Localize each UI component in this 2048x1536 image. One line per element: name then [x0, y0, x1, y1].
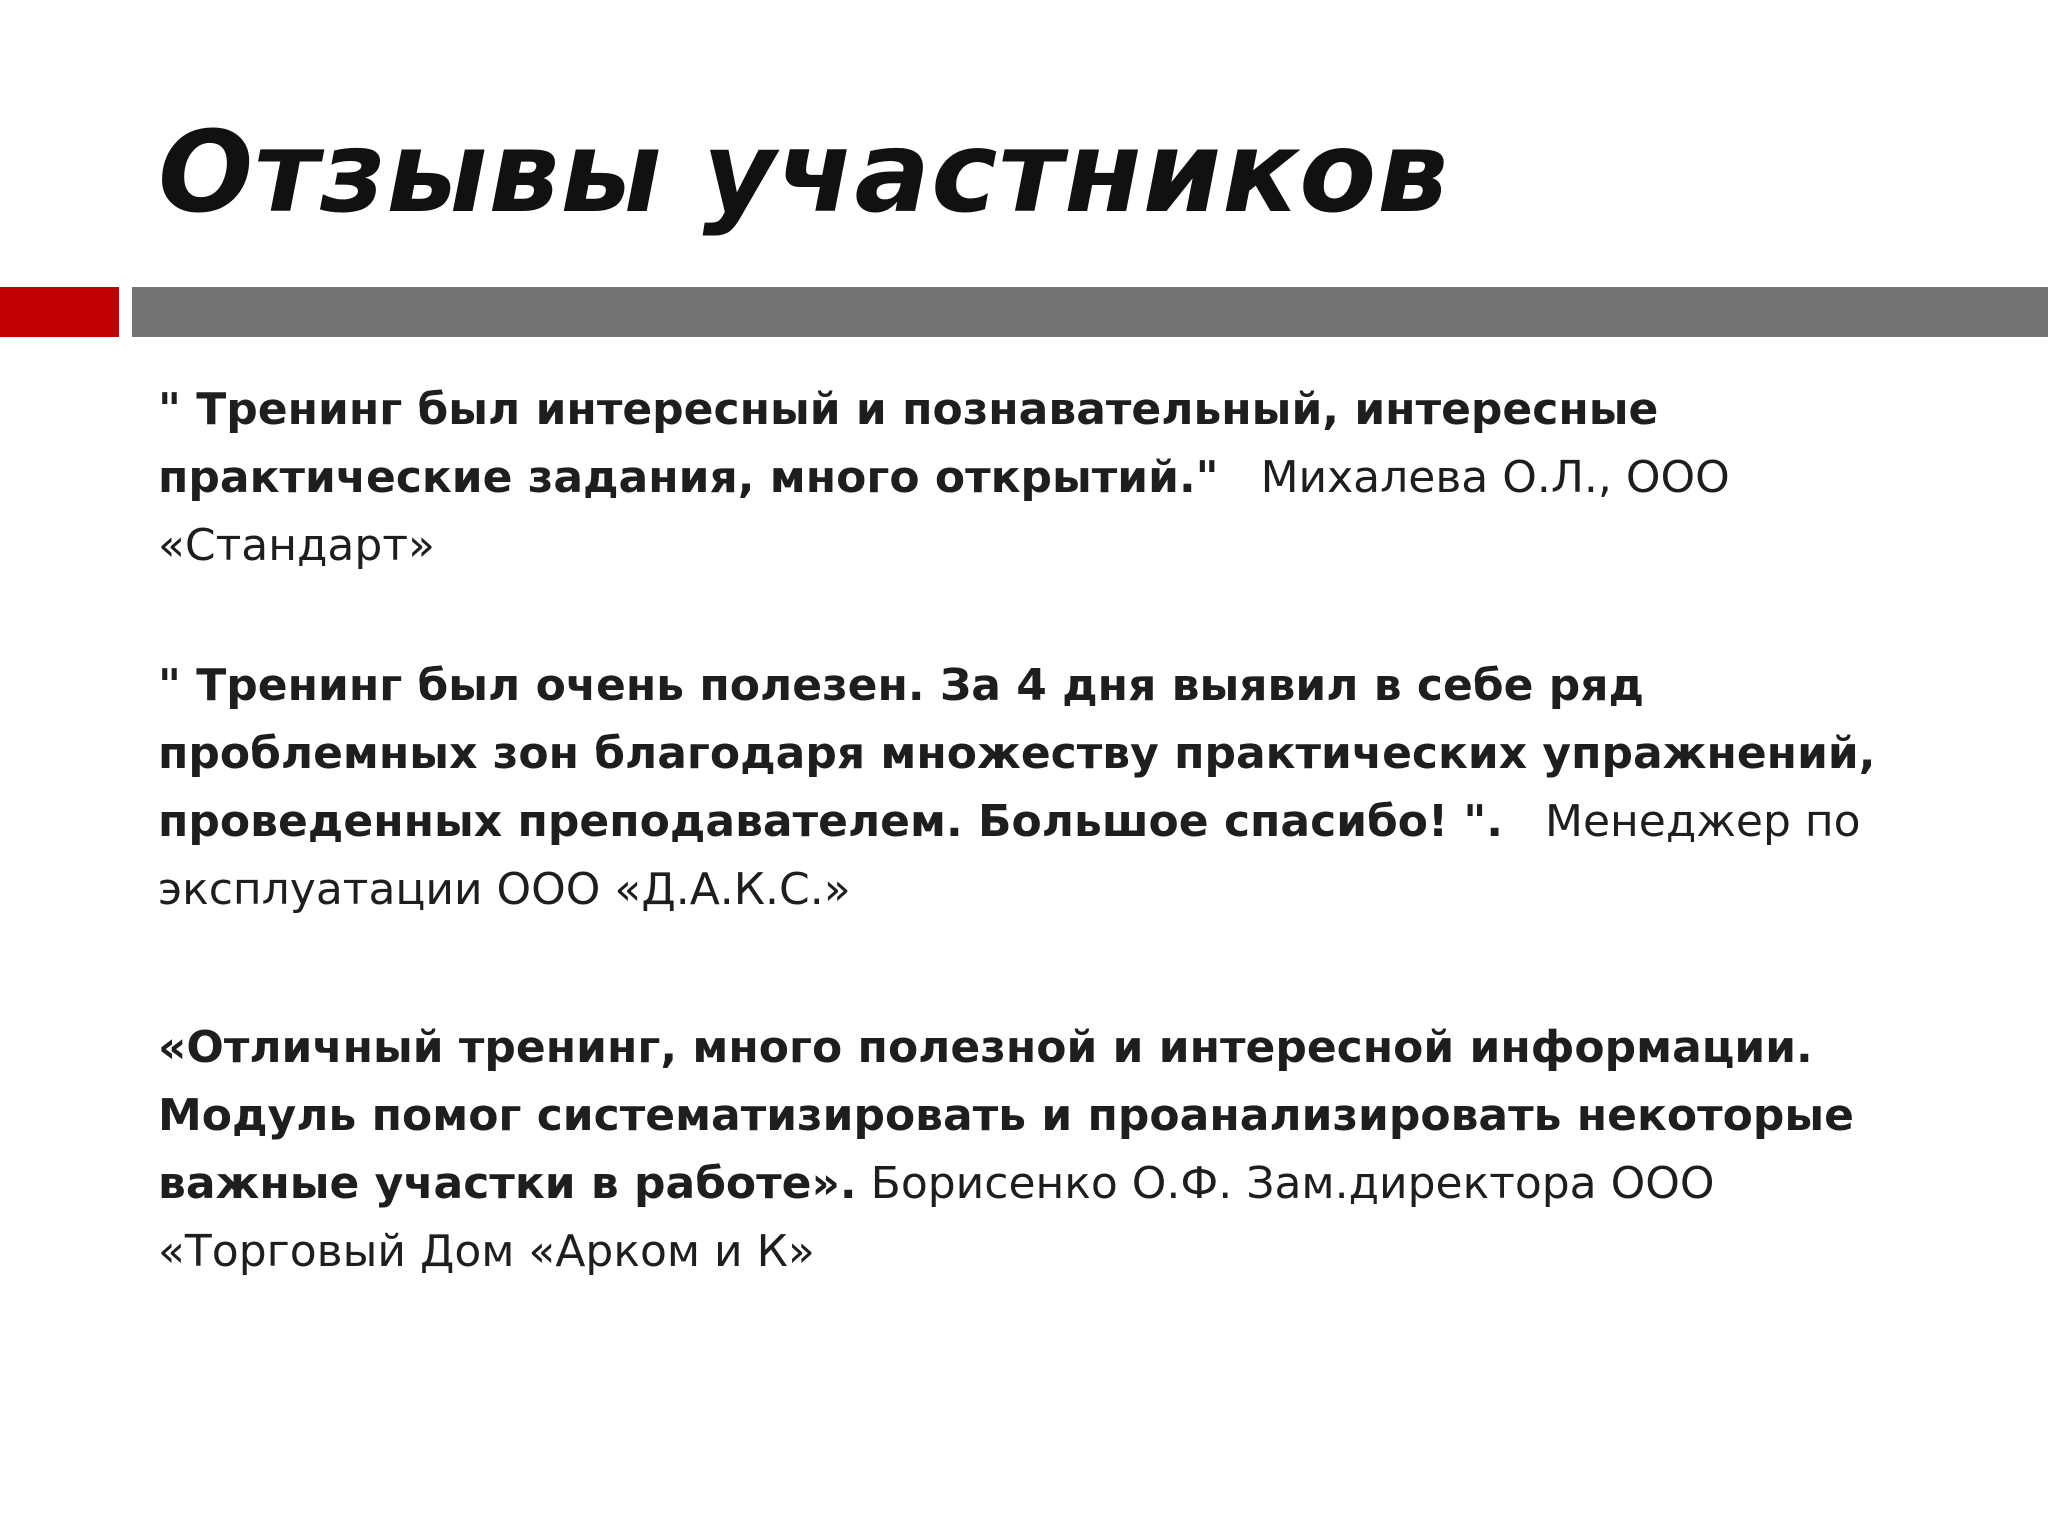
review-quote: «Отличный тренинг, много полезной и интересной информации. Модуль помог систематизировать и проанализировать некоторые важные участки в работе».	[158, 1022, 1854, 1209]
review-author: Менеджер по эксплуатации ООО «Д.А.К.С.»	[158, 796, 1861, 915]
review-quote: " Тренинг был очень полезен. За 4 дня выявил в себе ряд проблемных зон благодаря множеству практических упражнений, проведенных преподавателем. Большое спасибо! ".	[158, 660, 1876, 847]
review-item	[158, 376, 1958, 580]
review-item	[158, 652, 1958, 924]
title-accent-bar	[0, 287, 119, 337]
review-quote: " Тренинг был интересный и познавательный, интересные практические задания, много открытий."	[158, 384, 1659, 503]
review-author: Борисенко О.Ф. Зам.директора ООО «Торговый Дом «Арком и К»	[158, 1158, 1715, 1277]
reviews-list	[158, 376, 1958, 1286]
review-item	[158, 1014, 1958, 1286]
title-divider-bar	[132, 287, 2048, 337]
review-author: Михалева О.Л., ООО «Стандарт»	[158, 452, 1730, 571]
slide-title: Отзывы участников	[158, 108, 1450, 238]
